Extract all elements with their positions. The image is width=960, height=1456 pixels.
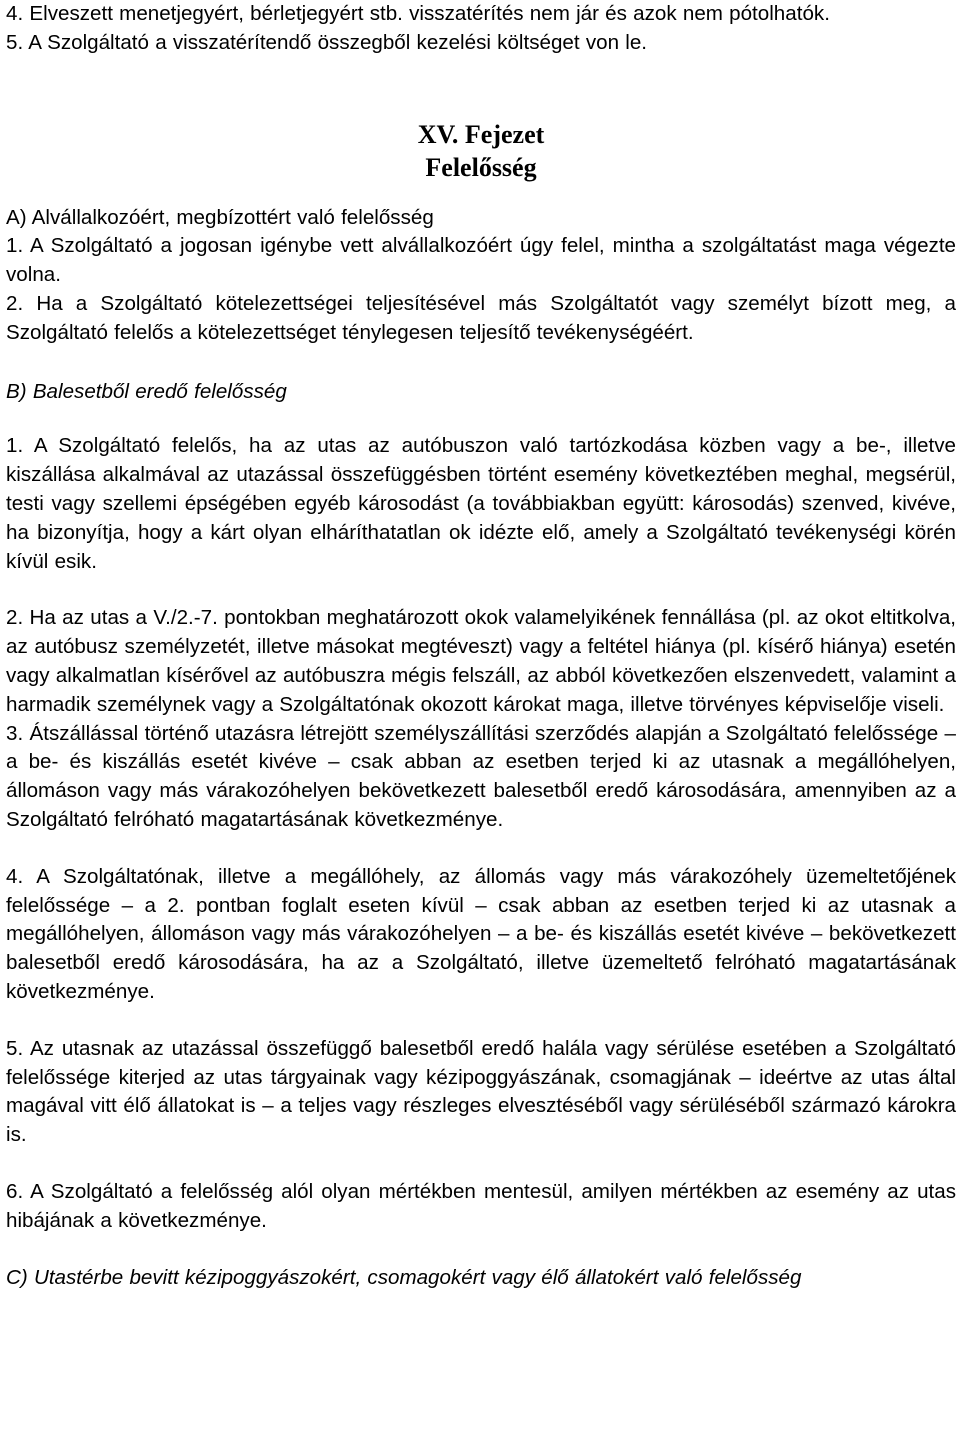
section-c-heading: C) Utastérbe bevitt kézipoggyászokért, csomagokért vagy élő állatokért való felelősség <box>6 1265 802 1289</box>
paragraph-intro-4: 4. Elveszett menetjegyért, bérletjegyért stb. visszatérítés nem jár és azok nem pótolhatók. <box>6 2 830 25</box>
section-b-item-6: 6. A Szolgáltató a felelősség alól olyan mértékben mentesül, amilyen mértékben az esemény az utas hibájának a következménye. <box>6 1179 956 1232</box>
section-b-item-1: 1. A Szolgáltató felelős, ha az utas az autóbuszon való tartózkodása közben vagy a be-, illetve kiszállása alkalmával az utazással összefüggésben történt esemény következtében meghal, megsérül, testi vagy szellemi épségében egyéb károsodást (a továbbiakban együtt: károsodás) szenved, kivéve, ha bizonyítja, hogy a kárt olyan elháríthatatlan ok idézte elő, amely a Szolgáltató tevékenységi körén kívül esik. <box>6 434 956 573</box>
paragraph-intro-5: 5. A Szolgáltató a visszatérítendő összegből kezelési költséget von le. <box>6 30 647 54</box>
document-page <box>6 0 956 1292</box>
section-b-item-4: 4. A Szolgáltatónak, illetve a megállóhely, az állomás vagy más várakozóhely üzemeltetőjének felelőssége – a 2. pontban foglalt eseten kívül – csak abban az esetben terjed ki az utasnak a megállóhelyen, állomáson vagy más várakozóhelyen – a be- és kiszállás esetét kivéve – bekövetkezett balesetből eredő károsodására, ha az a Szolgáltató, illetve üzemeltető felróható magatartásának következménye. <box>6 864 956 1003</box>
section-b-item-5: 5. Az utasnak az utazással összefüggő balesetből eredő halála vagy sérülése esetében a Szolgáltató felelőssége kiterjed az utas tárgyainak vagy kézipoggyászának, csomagjának – ideértve az utas által magával vitt élő állatokat is – a teljes vagy részleges elvesztéséből vagy sérüléséből származó károkra is. <box>6 1036 956 1147</box>
section-a-item-1: 1. A Szolgáltató a jogosan igénybe vett alvállalkozóért úgy felel, mintha a szolgáltatást maga végezte volna. <box>6 234 956 287</box>
section-b-heading: B) Balesetből eredő felelősség <box>6 379 287 403</box>
chapter-number: XV. Fejezet <box>417 119 545 149</box>
section-b-item-2: 2. Ha az utas a V./2.-7. pontokban meghatározott okok valamelyikének fennállása (pl. az okot eltitkolva, az autóbusz személyzetét, illetve másokat megtéveszt) vagy a feltétel hiánya (pl. kísérő hiánya) esetén vagy alkalmatlan kísérővel az autóbuszra mégis felszáll, az abból következően elszenvedett, valamint a harmadik személynek vagy a Szolgáltatónak okozott károkat maga, illetve törvényes képviselője viseli. <box>6 606 956 716</box>
section-a-heading: A) Alvállalkozóért, megbízottért való felelősség <box>6 205 434 229</box>
chapter-title: Felelősség <box>425 152 537 182</box>
section-a-item-2: 2. Ha a Szolgáltató kötelezettségei teljesítésével más Szolgáltatót vagy személyt bízott meg, a Szolgáltató felelős a kötelezettséget ténylegesen teljesítő tevékenységéért. <box>6 291 956 344</box>
section-b-item-3: 3. Átszállással történő utazásra létrejött személyszállítási szerződés alapján a Szolgáltató felelőssége – a be- és kiszállás esetét kivéve – csak abban az esetben terjed ki az utasnak a megállóhelyen, állomáson vagy más várakozóhelyen bekövetkezett balesetből eredő károsodására, amennyiben az a Szolgáltató felróható magatartásának következménye. <box>6 721 956 831</box>
